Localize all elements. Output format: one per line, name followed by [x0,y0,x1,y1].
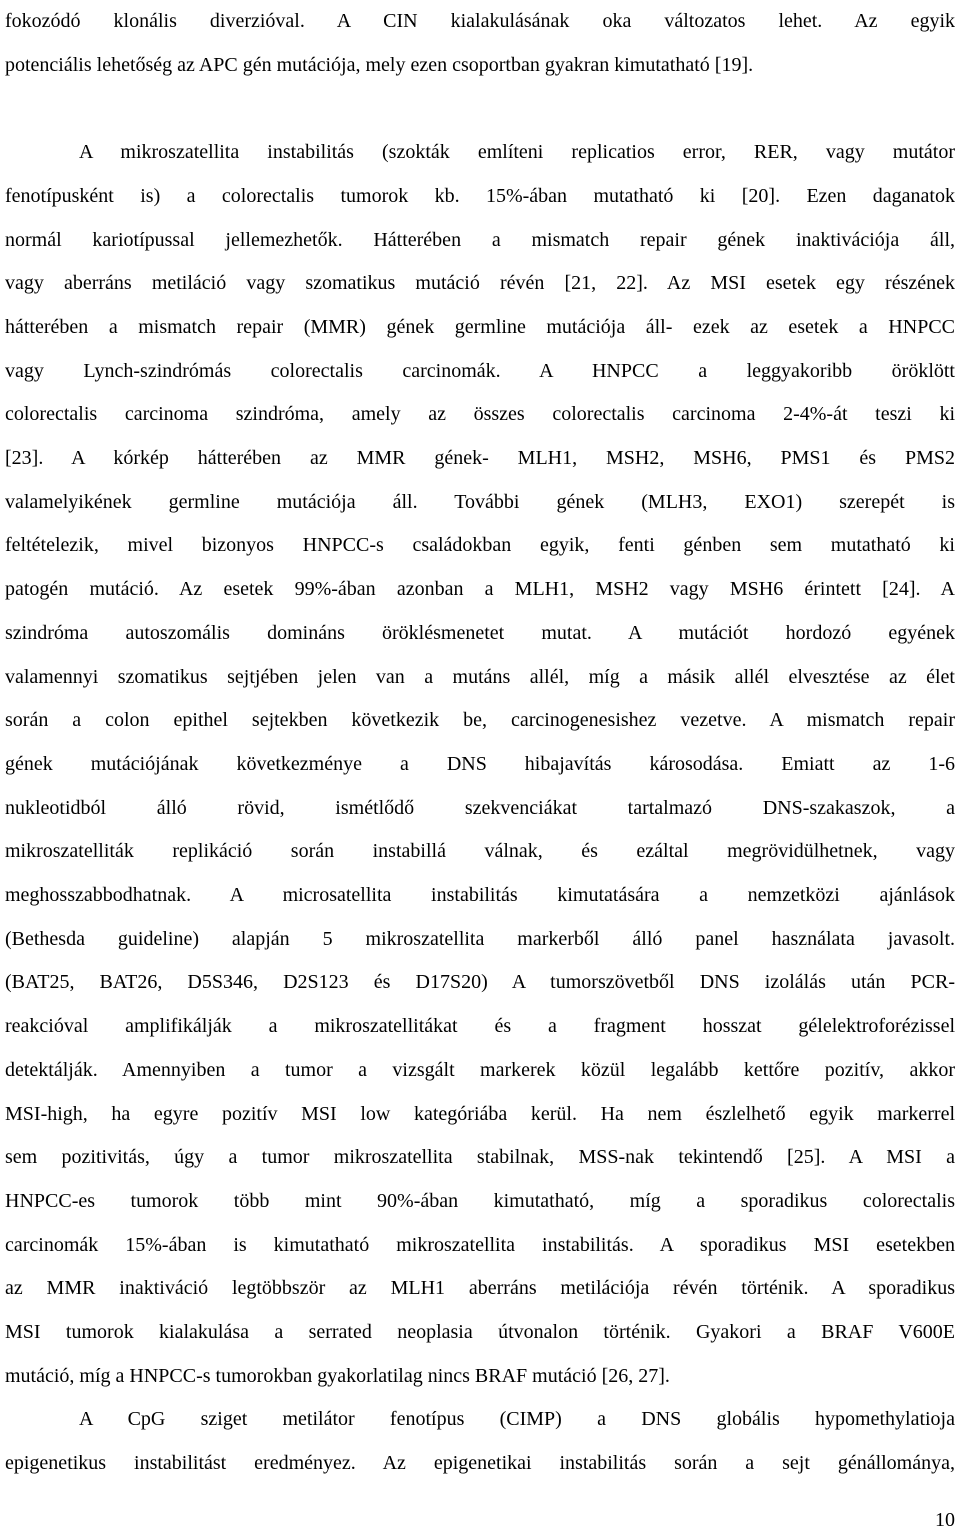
text-line: detektálják. Amennyiben a tumor a vizsgált markerek közül legalább kettőre pozitív, akkor [5,1058,955,1081]
page-number: 10 [935,1509,955,1531]
text-line: epigenetikus instabilitást eredményez. Az epigenetikai instabilitás során a sejt génállománya, [5,1452,955,1475]
text-line: során a colon epithel sejtekben következik be, carcinogenesishez vezetve. A mismatch repair [5,709,955,732]
text-line: feltételezik, mivel bizonyos HNPCC-s családokban egyik, fenti génben sem mutatható ki [5,534,955,557]
paragraph-1 [5,0,955,87]
text-line: gének mutációjának következménye a DNS hibajavítás károsodása. Emiatt az 1-6 [5,752,955,775]
text-line: sem pozitivitás, úgy a tumor mikroszatellita stabilnak, MSS-nak tekintendő [25]. A MSI a [5,1146,955,1169]
paragraph-3 [5,1398,955,1485]
text-line: az MMR inaktiváció legtöbbször az MLH1 aberráns metilációja révén történik. A sporadikus [5,1277,955,1300]
text-line: A CpG sziget metilátor fenotípus (CIMP) a DNS globális hypomethylatioja [79,1408,955,1431]
text-line: mutáció, míg a HNPCC-s tumorokban gyakorlatilag nincs BRAF mutáció [26, 27]. [5,1364,670,1387]
text-line: colorectalis carcinoma szindróma, amely az összes colorectalis carcinoma 2-4%-át teszi ki [5,403,955,426]
text-line: [23]. A kórkép hátterében az MMR gének- MLH1, MSH2, MSH6, PMS1 és PMS2 [5,447,955,470]
text-line: MSI-high, ha egyre pozitív MSI low kategóriába kerül. Ha nem észlelhető egyik markerrel [5,1102,955,1125]
paragraph-2 [5,131,955,1398]
text-line: carcinomák 15%-ában is kimutatható mikroszatellita instabilitás. A sporadikus MSI esetekben [5,1233,955,1256]
text-line: (BAT25, BAT26, D5S346, D2S123 és D17S20) A tumorszövetből DNS izolálás után PCR- [5,971,955,994]
text-line: reakcióval amplifikálják a mikroszatellitákat és a fragment hosszat gélelektroforézissel [5,1015,955,1038]
text-line: valamennyi szomatikus sejtjében jelen van a mutáns allél, míg a másik allél elvesztése az élet [5,665,955,688]
text-line: A mikroszatellita instabilitás (szokták említeni replicatios error, RER, vagy mutátor [79,141,955,164]
text-line: mikroszatelliták replikáció során instabillá válnak, és ezáltal megrövidülhetnek, vagy [5,840,955,863]
text-line: potenciális lehetőség az APC gén mutációja, mely ezen csoportban gyakran kimutatható [19]. [5,53,754,76]
text-line: vagy Lynch-szindrómás colorectalis carcinomák. A HNPCC a leggyakoribb öröklött [5,359,955,382]
text-line: (Bethesda guideline) alapján 5 mikroszatellita markerből álló panel használata javasolt. [5,927,955,950]
paragraph-gap [5,87,955,131]
document-page [5,0,955,1486]
text-line: fokozódó klonális diverzióval. A CIN kialakulásának oka változatos lehet. Az egyik [5,10,955,32]
text-line: MSI tumorok kialakulása a serrated neoplasia útvonalon történik. Gyakori a BRAF V600E [5,1321,955,1344]
text-line: patogén mutáció. Az esetek 99%-ában azonban a MLH1, MSH2 vagy MSH6 érintett [24]. A [5,578,955,601]
text-line: normál kariotípussal jellemezhetők. Hátterében a mismatch repair gének inaktivációja áll, [5,228,955,251]
text-line: fenotípusként is) a colorectalis tumorok kb. 15%-ában mutatható ki [20]. Ezen daganatok [5,184,955,207]
text-line: meghosszabbodhatnak. A microsatellita instabilitás kimutatására a nemzetközi ajánlások [5,884,955,907]
text-line: HNPCC-es tumorok több mint 90%-ában kimutatható, míg a sporadikus colorectalis [5,1189,955,1212]
text-line: vagy aberráns metiláció vagy szomatikus mutáció révén [21, 22]. Az MSI esetek egy részének [5,272,955,295]
text-line: nukleotidból álló rövid, ismétlődő szekvenciákat tartalmazó DNS-szakaszok, a [5,796,955,819]
text-line: hátterében a mismatch repair (MMR) gének germline mutációja áll- ezek az esetek a HNPCC [5,315,955,338]
text-line: szindróma autoszomális domináns öröklésmenetet mutat. A mutációt hordozó egyének [5,621,955,644]
text-line: valamelyikének germline mutációja áll. További gének (MLH3, EXO1) szerepét is [5,490,955,513]
